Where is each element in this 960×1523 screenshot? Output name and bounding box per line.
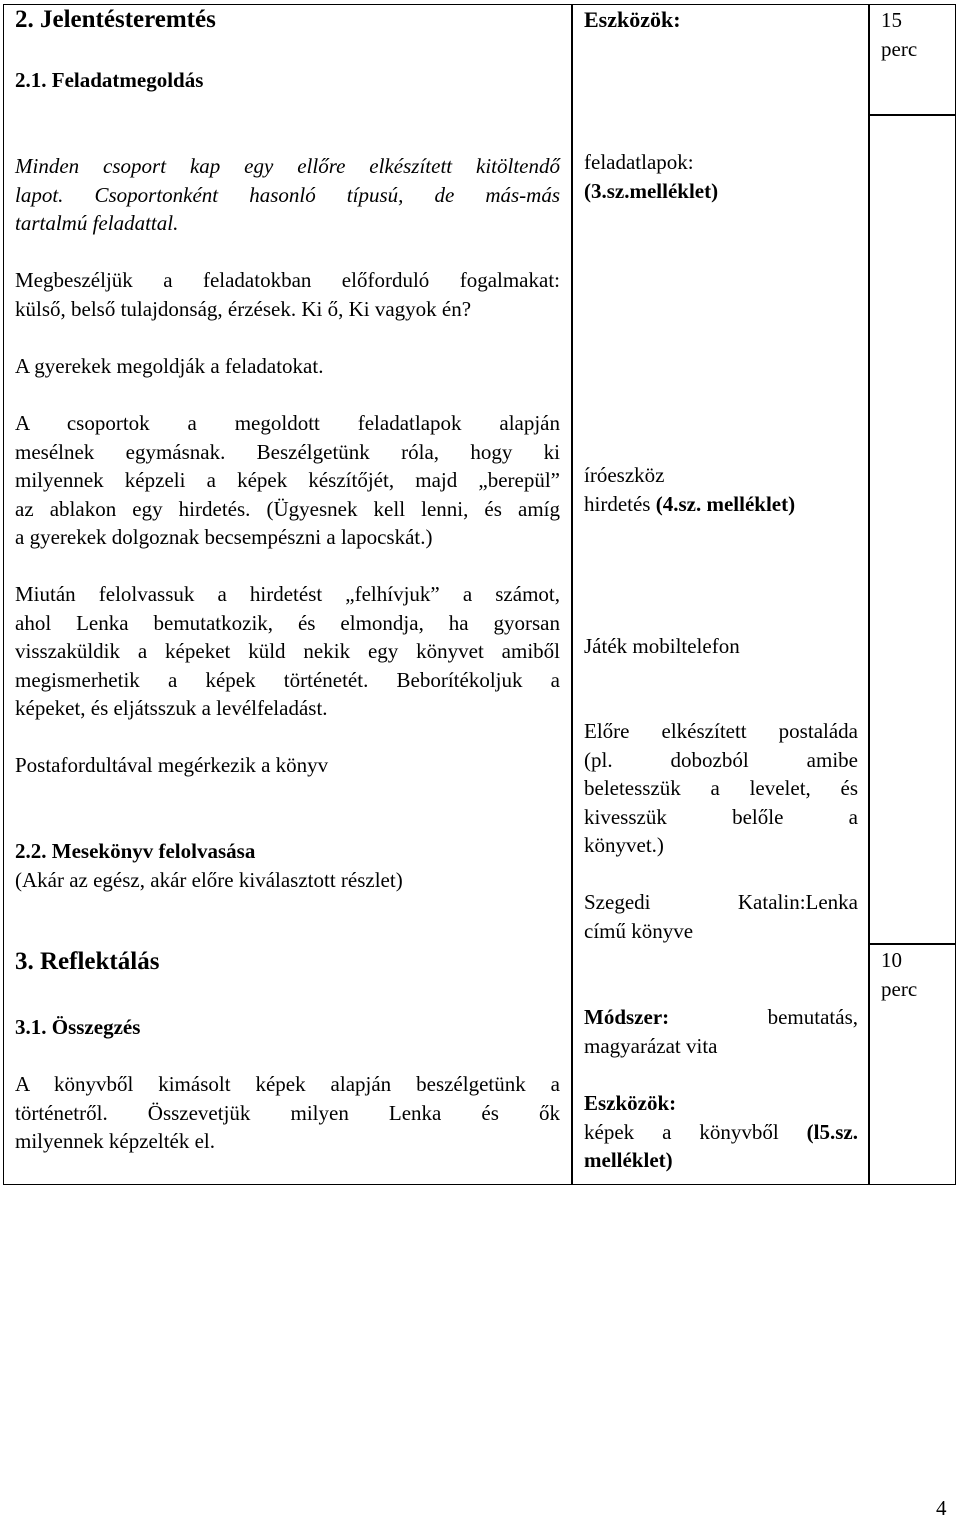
time-block-2: 10 perc: [881, 948, 918, 1001]
tools-label: Eszközök:: [584, 7, 681, 32]
paragraph-book-arrives: Postafordultával megérkezik a könyv: [15, 753, 329, 777]
paragraph-concepts: Megbeszéljük a feladatokban előforduló fogalmakat: külső, belső tulajdonság, érzések. Ki ő, Ki vagyok én?: [15, 268, 560, 321]
section-title: 2. Jelentésteremtés: [15, 6, 216, 33]
tools-pictures: Eszközök: képek a könyvből (l5.sz. melléklet): [584, 1091, 858, 1173]
paragraph-group-task: Minden csoport kap egy ellőre elkészített kitöltendő lapot. Csoportonként hasonló típusú, de más-más tartalmú feladattal.: [15, 154, 560, 236]
tools-writing: íróeszköz hirdetés (4.sz. melléklet): [584, 463, 796, 516]
paragraph-solve: A gyerekek megoldják a feladatokat.: [15, 354, 324, 378]
row-divider-reflect: [868, 943, 956, 945]
method-block: Módszer: bemutatás, magyarázat vita: [584, 1005, 858, 1058]
column-divider-1: [571, 4, 573, 1185]
tools-book: Szegedi Katalin:Lenka című könyve: [584, 890, 858, 943]
page-number: 4: [936, 1496, 947, 1520]
section-3-title: 3. Reflektálás: [15, 948, 160, 975]
column-divider-2: [868, 4, 870, 1185]
paragraph-groups: A csoportok a megoldott feladatlapok alapján mesélnek egymásnak. Beszélgetünk róla, hogy ki milyennek képzeli a képek készítőjét, majd „berepül” az ablakon egy hirdetés. (Ügyesnek kell lenni, és amíg a gyerekek dolgoznak becsempészni a lapocskát.): [15, 411, 560, 550]
paragraph-call: Miután felolvassuk a hirdetést „felhívjuk” a számot, ahol Lenka bemutatkozik, és elmondja, ha gyorsan visszaküldik a képeket küld nekik egy könyvet amiből megismerhetik a képek történetét. Beborítékoljuk a képeket, és eljátsszuk a levélfeladást.: [15, 582, 560, 721]
row-divider-top: [868, 114, 956, 116]
section-31-title: 3.1. Összegzés: [15, 1015, 141, 1039]
paragraph-summary: A könyvből kimásolt képek alapján beszélgetünk a történetről. Összevetjük milyen Lenka és ők milyennek képzelték el.: [15, 1072, 560, 1154]
tools-phone: Játék mobiltelefon: [584, 634, 740, 658]
subsection-title: 2.1. Feladatmegoldás: [15, 68, 204, 92]
section-22: 2.2. Mesekönyv felolvasása (Akár az egész, akár előre kiválasztott részlet): [15, 839, 403, 892]
time-block-1: 15 perc: [881, 8, 918, 61]
tools-worksheets: feladatlapok: (3.sz.melléklet): [584, 150, 719, 203]
tools-mailbox: Előre elkészített postaláda (pl. dobozból amibe beletesszük a levelet, és kivesszük belőle a könyvet.): [584, 719, 858, 858]
